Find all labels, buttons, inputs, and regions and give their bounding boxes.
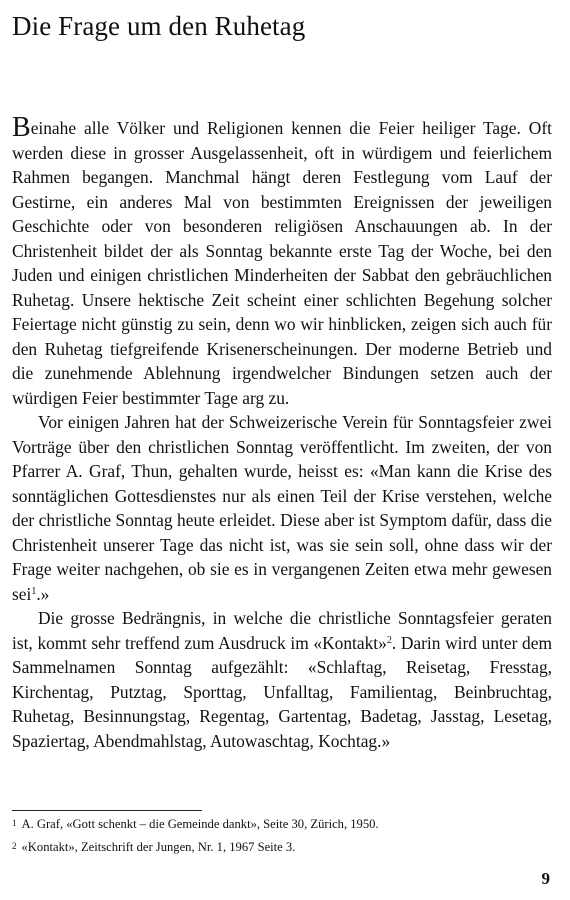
paragraph-1: [12, 112, 552, 410]
body-text: [12, 112, 553, 753]
paragraph-2-end: .»: [36, 583, 50, 604]
footnote-1: [12, 812, 552, 835]
footnote-ref-2: 2: [386, 634, 392, 646]
footnote-ref-1: 1: [31, 585, 37, 597]
paragraph-2-text: Vor einigen Jahren hat der Schweizerische Verein für Sonntagsfeier zwei Vorträge über den christlichen Sonntag veröffentlicht. Im zweiten, der von Pfarrer A. Graf, Thun, gehalten wurde, heisst es: «Man kann die Krise des sonntäglichen Gottesdienstes nur als einen Teil der Krise verstehen, welche der christliche Sonntag heute erleidet. Diese aber ist Symptom dafür, dass die Christenheit unserer Tage das nicht ist, was sie sein soll, ohne dass wir der Frage weiter nachgehen, ob sie es in vergangenen Zeiten etwa mehr gewesen sei: [12, 412, 552, 604]
paragraph-3-text-b: . Darin wird unter dem Sammelnamen Sonntag aufgezählt: «Schlaftag, Reisetag, Fresstag, Kirchentag, Putztag, Sporttag, Unfalltag, Familientag, Beinbruchtag, Ruhetag, Besinnungstag, Regentag, Gartentag, Badetag, Jasstag, Lesetag, Spaziertag, Abendmahlstag, Autowaschtag, Kochtag.»: [12, 632, 553, 751]
footnotes: [12, 812, 552, 858]
page-number: 9: [541, 869, 550, 888]
paragraph-2: [12, 410, 552, 606]
footnote-1-text: A. Graf, «Gott schenkt – die Gemeinde dankt», Seite 30, Zürich, 1950.: [21, 817, 379, 831]
footnote-2-text: «Kontakt», Zeitschrift der Jungen, Nr. 1, 1967 Seite 3.: [21, 840, 296, 854]
paragraph-1-text: einahe alle Völker und Religionen kennen die Feier heiliger Tage. Oft werden diese in grosser Ausgelassenheit, oft in würdigem und feierlichem Rahmen begangen. Manchmal hängt deren Festlegung vom Lauf der Gestirne, ein anderes Mal von bestimmten Ereignissen der jeweiligen Geschichte oder von besonderen religiösen Anschauungen ab. In der Christenheit bildet der als Sonntag bekannte erste Tag der Woche, bei den Juden und einigen christlichen Minderheiten der Sabbat den gebräuchlichen Ruhetag. Unsere hektische Zeit scheint einer schlichten Begehung solcher Feiertage nicht günstig zu sein, denn wo wir hinblicken, zeigen sich auch für den Ruhetag tiefgreifende Krisenerscheinungen. Der moderne Betrieb und die zunehmende Ablehnung irgendwelcher Bindungen setzen auch der würdigen Feier bestimmter Tage arg zu.: [12, 118, 552, 408]
initial-letter: B: [12, 112, 31, 143]
footnote-1-mark: 1: [12, 818, 17, 828]
footnote-2: [12, 835, 552, 858]
chapter-title: Die Frage um den Ruhetag: [12, 11, 306, 41]
paragraph-3: [12, 606, 552, 753]
footnote-divider: [12, 810, 202, 811]
paragraph-3-text-a: Die grosse Bedrängnis, in welche die christliche Sonntagsfeier geraten ist, kommt sehr treffend zum Ausdruck im «Kontakt»: [12, 608, 552, 653]
footnote-2-mark: 2: [12, 841, 17, 851]
